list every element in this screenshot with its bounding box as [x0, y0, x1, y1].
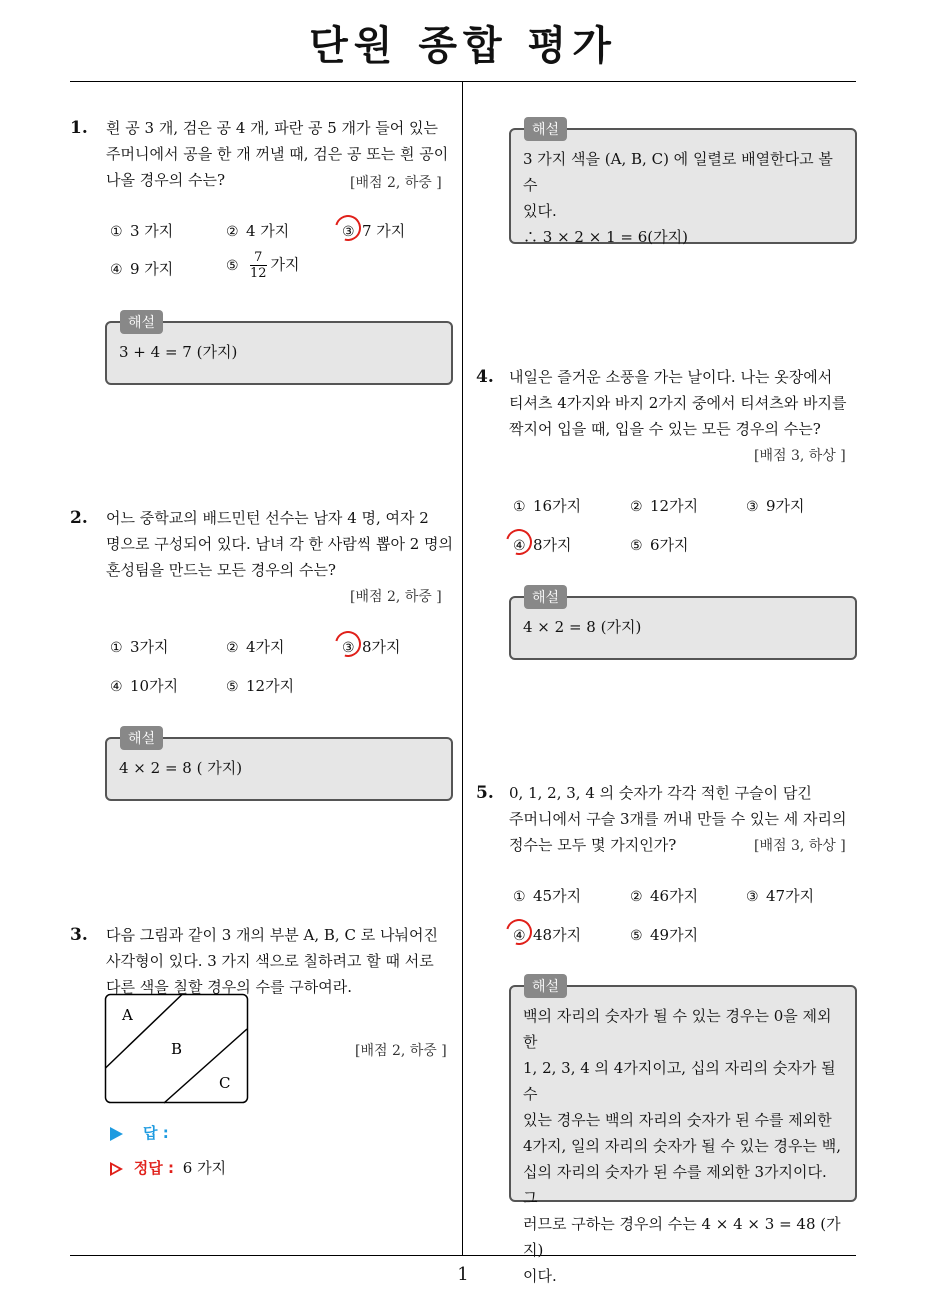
q1-option-2[interactable]: ② 4 가지: [226, 222, 290, 240]
solution-text: 3 + 4 = 7 (가지): [119, 343, 238, 361]
figure-label-a: A: [122, 1006, 133, 1024]
question-text-line: 정수는 모두 몇 가지인가?: [509, 836, 677, 854]
question-1-points: [배점 2, 하중 ]: [350, 175, 442, 191]
solution-tag: 해설: [524, 974, 567, 998]
solution-tag: 해설: [524, 585, 567, 609]
question-text-line: 혼성팀을 만드는 모든 경우의 수는?: [106, 561, 336, 579]
page-title: 단원 종합 평가: [309, 23, 617, 69]
question-text-line: 사각형이 있다. 3 가지 색으로 칠하려고 할 때 서로: [106, 952, 434, 970]
question-text-line: 내일은 즐거운 소풍을 가는 날이다. 나는 옷장에서: [509, 368, 833, 386]
q3-solution-box: [509, 128, 857, 244]
question-text-line: 명으로 구성되어 있다. 남녀 각 한 사람씩 뽑아 2 명의: [106, 535, 454, 553]
question-5-points: [배점 3, 하상 ]: [754, 838, 846, 854]
q5-option-1[interactable]: ① 45가지: [513, 887, 582, 905]
question-text-line: 0, 1, 2, 3, 4 의 숫자가 각각 적힌 구슬이 담긴: [509, 784, 812, 802]
question-text-line: 어느 중학교의 배드민턴 선수는 남자 4 명, 여자 2: [106, 509, 429, 527]
solution-tag: 해설: [524, 117, 567, 141]
q4-option-4[interactable]: ④ 8가지: [513, 536, 572, 554]
solution-line: 있는 경우는 백의 자리의 숫자가 된 수를 제외한: [523, 1111, 832, 1129]
partition-figure: [104, 993, 250, 1105]
q4-option-3[interactable]: ③ 9가지: [746, 497, 805, 515]
question-4-points: [배점 3, 하상 ]: [754, 448, 846, 464]
q2-option-2[interactable]: ② 4가지: [226, 638, 285, 656]
question-3-points: [배점 2, 하중 ]: [355, 1043, 447, 1059]
solution-line: 십의 자리의 숫자가 된 수를 제외한 3가지이다. 그: [523, 1163, 827, 1207]
correct-label: 정답 :: [133, 1159, 174, 1177]
q1-option-5[interactable]: ⑤ $\frac{7}{12}$ 가지: [226, 250, 300, 281]
column-divider: [462, 82, 463, 1256]
question-2-number: 2.: [70, 508, 88, 528]
q4-option-5[interactable]: ⑤ 6가지: [630, 536, 689, 554]
question-2-text: [106, 505, 453, 583]
solution-line: 백의 자리의 숫자가 될 수 있는 경우는 0을 제외한: [523, 1007, 832, 1051]
solution-line: 러므로 구하는 경우의 수는 4 × 4 × 3 = 48 (가지): [523, 1215, 841, 1259]
figure-label-c: C: [219, 1074, 231, 1092]
q2-option-3[interactable]: ③ 8가지: [342, 638, 401, 656]
answer-row: 답 :: [110, 1122, 169, 1143]
correct-answer-row: [110, 1157, 226, 1178]
question-text-line: 흰 공 3 개, 검은 공 4 개, 파란 공 5 개가 들어 있는: [106, 119, 438, 137]
question-5-number: 5.: [476, 783, 494, 803]
q2-option-1[interactable]: ① 3가지: [110, 638, 169, 656]
q5-option-2[interactable]: ② 46가지: [630, 887, 699, 905]
question-text-line: 짝지어 입을 때, 입을 수 있는 모든 경우의 수는?: [509, 420, 821, 438]
question-text-line: 주머니에서 공을 한 개 꺼낼 때, 검은 공 또는 흰 공이: [106, 145, 449, 163]
question-3-text: [106, 922, 438, 1000]
question-text-line: 다음 그림과 같이 3 개의 부분 A, B, C 로 나눠어진: [106, 926, 438, 944]
play-arrow-icon: [110, 1127, 123, 1141]
q1-option-1[interactable]: ① 3 가지: [110, 222, 174, 240]
question-4-number: 4.: [476, 367, 494, 387]
solution-line: 3 가지 색을 (A, B, C) 에 일렬로 배열한다고 볼 수: [523, 150, 833, 194]
figure-label-b: B: [171, 1040, 183, 1058]
q2-option-5[interactable]: ⑤ 12가지: [226, 677, 295, 695]
outline-arrow-icon: [110, 1162, 123, 1176]
fraction: $\frac{7}{12}$: [250, 250, 267, 281]
header-rule: [70, 81, 856, 82]
q4-option-1[interactable]: ① 16가지: [513, 497, 582, 515]
solution-line: ∴ 3 × 2 × 1 = 6(가지): [523, 228, 688, 246]
solution-line: 이다.: [523, 1267, 557, 1285]
solution-line: 4가지, 일의 자리의 숫자가 될 수 있는 경우는 백,: [523, 1137, 842, 1155]
question-text-line: 티셔츠 4가지와 바지 2가지 중에서 티셔츠와 바지를: [509, 394, 847, 412]
solution-text: 4 × 2 = 8 (가지): [523, 618, 642, 636]
solution-tag: 해설: [120, 310, 163, 334]
answer-input[interactable]: [190, 1120, 340, 1142]
q4-option-2[interactable]: ② 12가지: [630, 497, 699, 515]
q2-option-4[interactable]: ④ 10가지: [110, 677, 179, 695]
q5-solution-box: [509, 985, 857, 1285]
question-text-line: 나올 경우의 수는?: [106, 171, 226, 189]
solution-text: 4 × 2 = 8 ( 가지): [119, 759, 243, 777]
question-text-line: 주머니에서 구슬 3개를 꺼내 만들 수 있는 세 자리의: [509, 810, 847, 828]
page-number: 1: [457, 1264, 469, 1285]
question-2-points: [배점 2, 하중 ]: [350, 589, 442, 605]
question-3-number: 3.: [70, 925, 88, 945]
solution-line: 1, 2, 3, 4 의 4가지이고, 십의 자리의 숫자가 될 수: [523, 1059, 836, 1103]
q5-option-4[interactable]: ④ 48가지: [513, 926, 582, 944]
question-4-text: [509, 364, 847, 442]
solution-tag: 해설: [120, 726, 163, 750]
q1-option-4[interactable]: ④ 9 가지: [110, 260, 174, 278]
q5-option-3[interactable]: ③ 47가지: [746, 887, 815, 905]
q5-option-5[interactable]: ⑤ 49가지: [630, 926, 699, 944]
question-1-number: 1.: [70, 118, 88, 138]
solution-line: 있다.: [523, 202, 557, 220]
correct-value: 6 가지: [182, 1159, 227, 1177]
q1-option-3[interactable]: ③ 7 가지: [342, 222, 406, 240]
question-text-line: 다른 색을 칠할 경우의 수를 구하여라.: [106, 978, 352, 996]
